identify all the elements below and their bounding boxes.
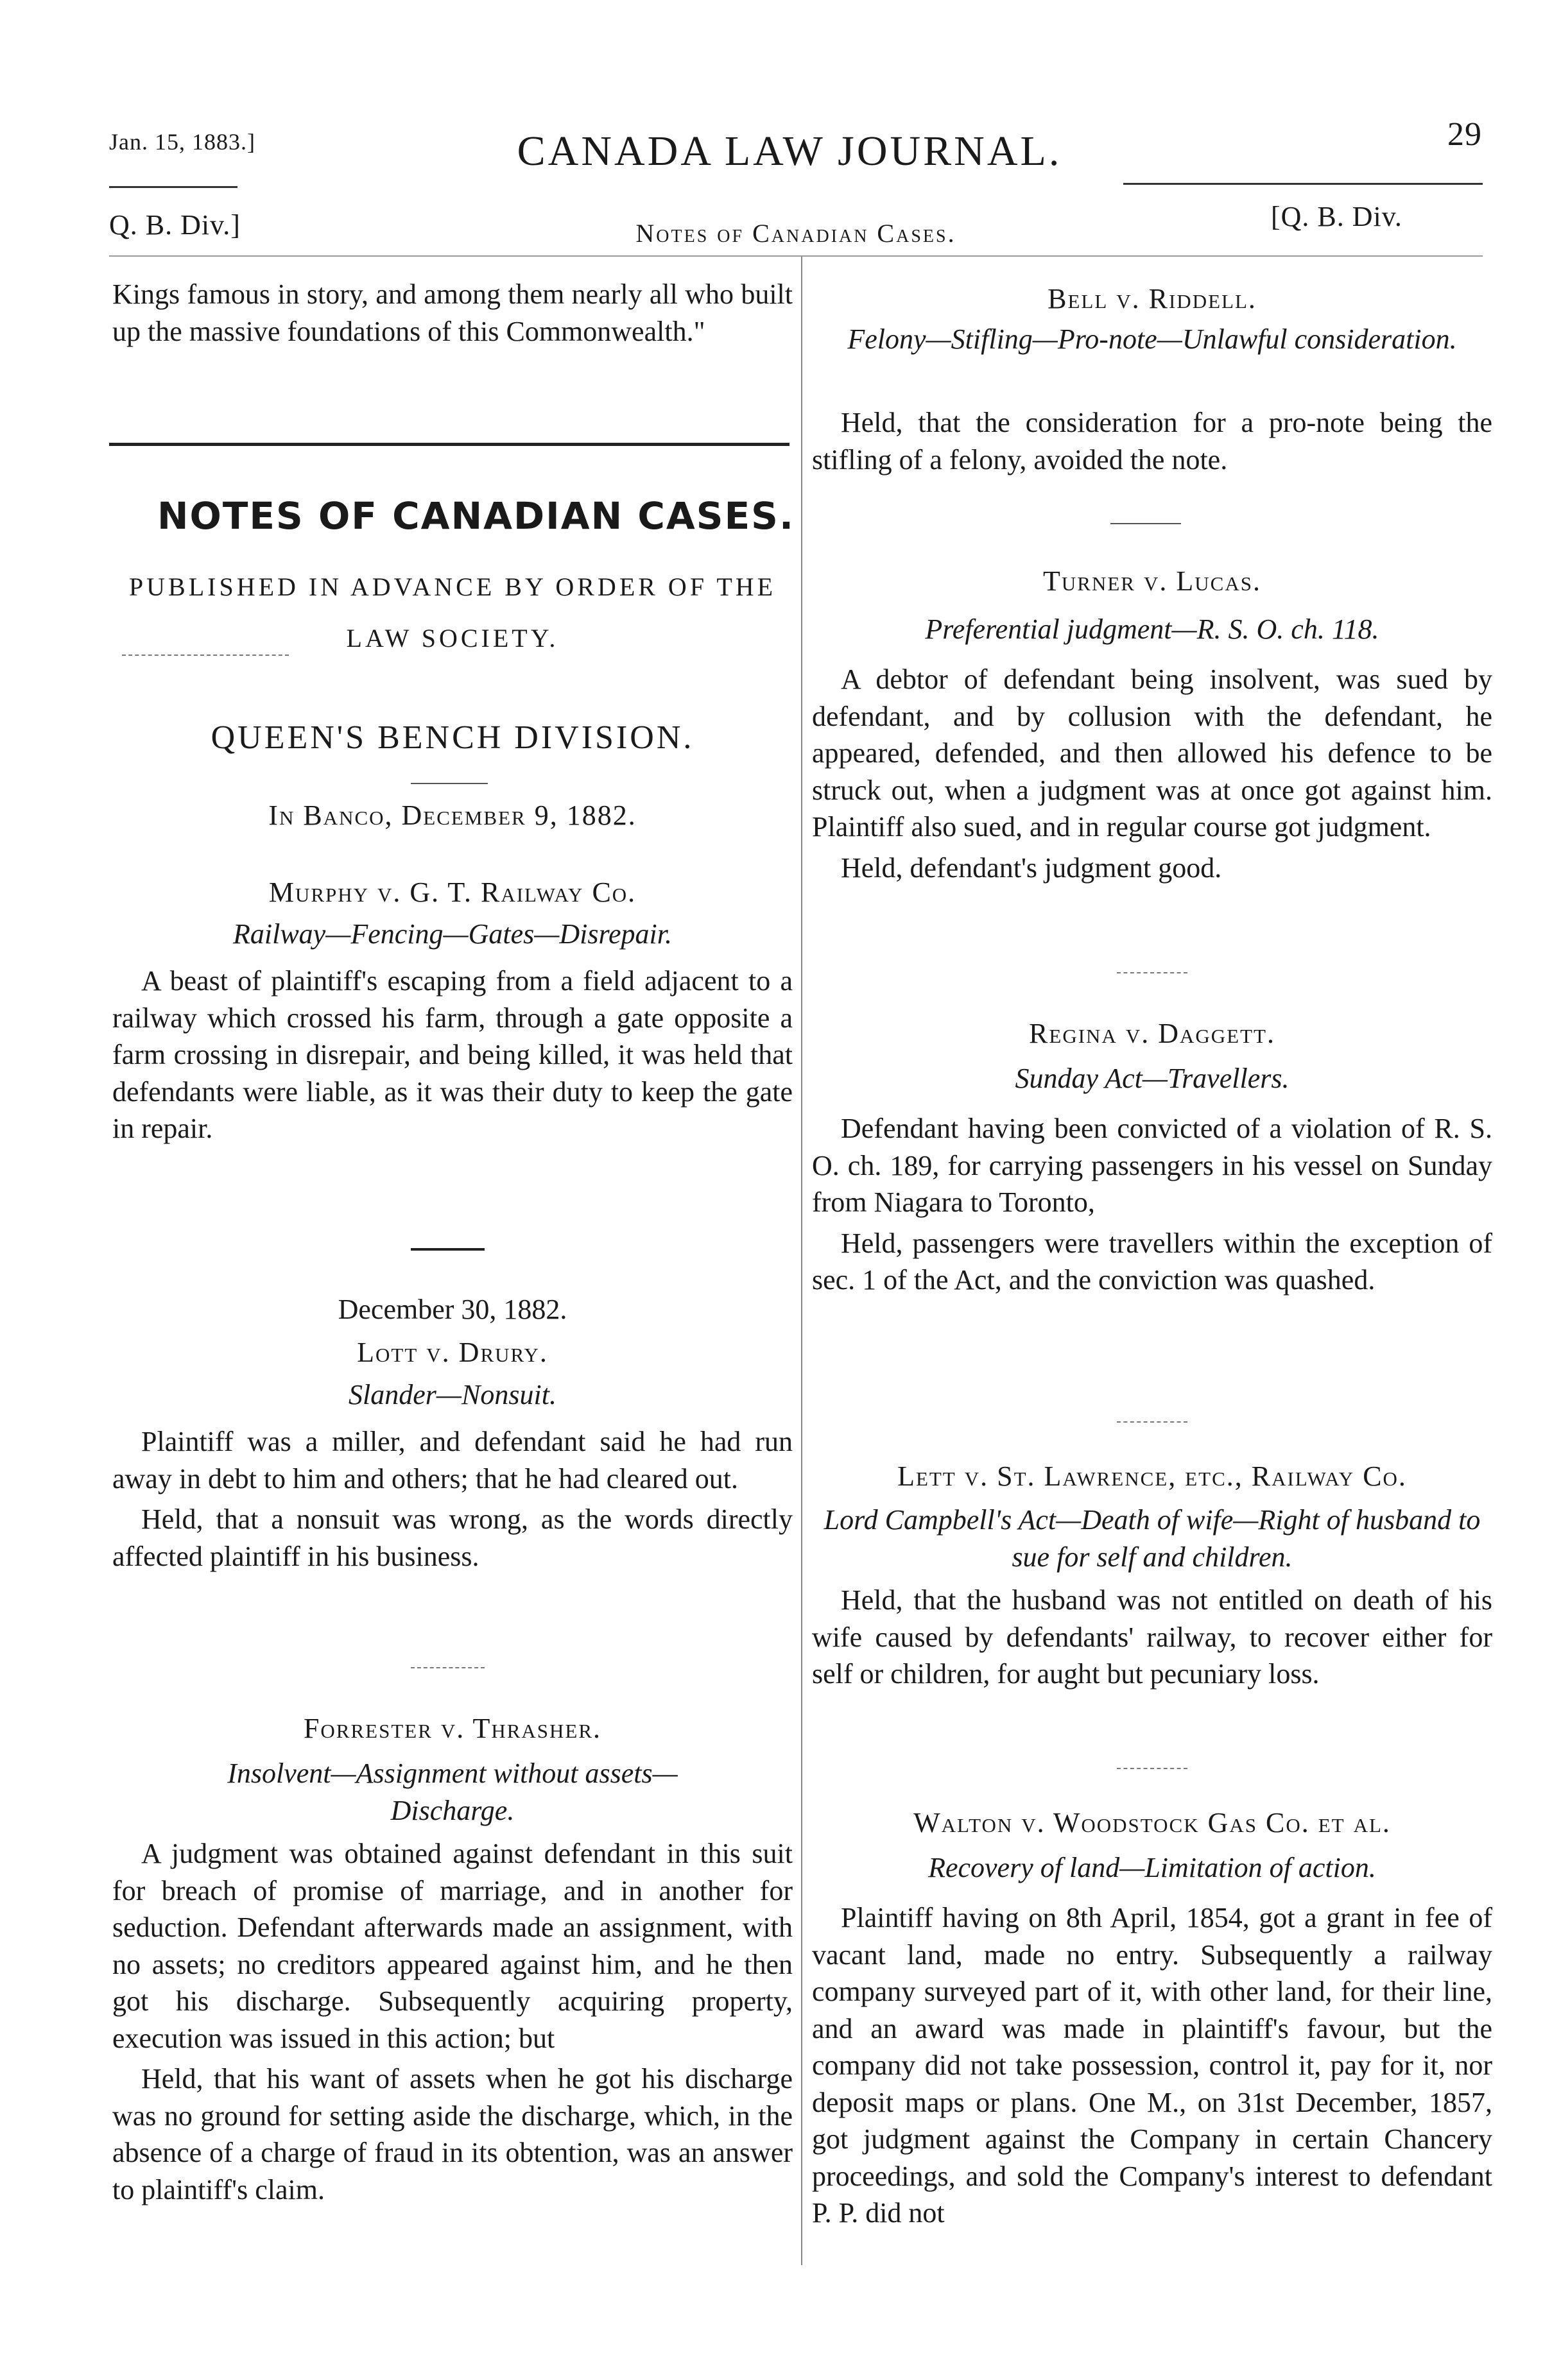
case-paragraph: Defendant having been convicted of a violation of R. S. O. ch. 189, for carrying passengers in his vessel on Sunday from Niagara to Toronto, xyxy=(812,1113,1492,1218)
case-paragraph: Plaintiff having on 8th April, 1854, got a grant in fee of vacant land, made no entry. Subsequently a railway company surveyed part of it, with other land, for their line, and an award was made in plaintiff's favour, but the company did not take possession, control it, pay for it, nor deposit maps or plans. One M., on 31st December, 1857, got judgment against the Company in certain Chancery proceedings, and sold the Company's interest to defendant P. P. did not xyxy=(812,1902,1492,2229)
case-title-regina: Regina v. Daggett. xyxy=(1029,1018,1275,1049)
sitting-line: In Banco, December 9, 1882. xyxy=(268,800,637,831)
header-rule-right xyxy=(1123,183,1483,185)
header-rule-left xyxy=(109,186,237,188)
case-separator xyxy=(411,1667,485,1668)
case-paragraph: A beast of plaintiff's escaping from a field adjacent to a railway which crossed his farm, through a gate opposite a farm crossing in disrepair, and being killed, it was held that defendants were liable, as it was their duty to keep the gate in repair. xyxy=(112,965,793,1144)
header-rule-bottom xyxy=(109,255,1483,257)
case-subject-lett: Lord Campbell's Act—Death of wife—Right of husband to sue for self and children. xyxy=(824,1504,1481,1573)
case-paragraph: Held, that the husband was not entitled on death of his wife caused by defendants' railway, to recover either for self or children, for aught but pecuniary loss. xyxy=(812,1584,1492,1690)
court-rule xyxy=(411,783,488,784)
case-body-regina xyxy=(812,1110,1492,1299)
case-body-forrester xyxy=(112,1835,793,2208)
case-paragraph: A debtor of defendant being insolvent, was sued by defendant, and by collusion with the defendant, he appeared, defended, and then allowed his defence to be struck out, when a judgment was at once got against him. Plaintiff also sued, and in regular course got judgment. xyxy=(812,663,1492,843)
case-separator xyxy=(1117,1421,1187,1423)
left-division: Q. B. Div.] xyxy=(109,209,241,241)
case-paragraph: A judgment was obtained against defendant in this suit for breach of promise of marriage, and in another for seduction. Defendant afterwards made an assignment, with no assets; no creditors appeared against him, and he then got his discharge. Subsequently acquiring property, execution was issued in this action; but xyxy=(112,1838,793,2054)
notes-heading: NOTES OF CANADIAN CASES. xyxy=(157,494,795,538)
case-paragraph: Held, that his want of assets when he got his discharge was no ground for setting aside the discharge, which, in the absence of a charge of fraud in its obtention, was an answer to plaintiff's claim. xyxy=(112,2063,793,2205)
published-rule xyxy=(122,655,289,656)
case-title-murphy: Murphy v. G. T. Railway Co. xyxy=(268,877,637,908)
case-title-walton: Walton v. Woodstock Gas Co. et al. xyxy=(913,1807,1391,1838)
case-separator xyxy=(411,1248,485,1251)
right-division: [Q. B. Div. xyxy=(1271,201,1402,232)
case-title-bell: Bell v. Riddell. xyxy=(1048,283,1257,314)
case-paragraph: Held, defendant's judgment good. xyxy=(841,852,1222,884)
case-separator xyxy=(1117,972,1187,973)
case-body-lott xyxy=(112,1423,793,1575)
case-body-turner xyxy=(812,661,1492,886)
case-date-lott: December 30, 1882. xyxy=(338,1294,567,1325)
case-separator xyxy=(1110,523,1181,524)
page-number: 29 xyxy=(1447,116,1482,153)
case-subject-regina: Sunday Act—Travellers. xyxy=(1015,1063,1289,1094)
case-body-murphy xyxy=(112,963,793,1147)
header-date: Jan. 15, 1883.] xyxy=(109,129,255,155)
case-paragraph: Held, that the consideration for a pro-note being the stifling of a felony, avoided the note. xyxy=(812,407,1492,475)
case-subject-walton: Recovery of land—Limitation of action. xyxy=(928,1852,1376,1883)
case-separator xyxy=(1117,1768,1187,1769)
case-body-walton xyxy=(812,1899,1492,2232)
section-rule xyxy=(109,443,789,446)
case-body-lett xyxy=(812,1582,1492,1693)
case-title-lett: Lett v. St. Lawrence, etc., Railway Co. xyxy=(897,1460,1407,1492)
case-body-bell xyxy=(812,404,1492,478)
published-note: PUBLISHED IN ADVANCE BY ORDER OF THE LAW SOCIETY. xyxy=(128,572,777,653)
case-subject-bell: Felony—Stifling—Pro-note—Unlawful consideration. xyxy=(847,323,1457,355)
section-running-title: Notes of Canadian Cases. xyxy=(635,219,956,248)
journal-title: CANADA LAW JOURNAL. xyxy=(517,128,1062,175)
case-paragraph: Held, passengers were travellers within the exception of sec. 1 of the Act, and the conviction was quashed. xyxy=(812,1227,1492,1296)
case-subject-murphy: Railway—Fencing—Gates—Disrepair. xyxy=(233,918,672,950)
case-subject-forrester: Insolvent—Assignment without assets—Discharge. xyxy=(227,1758,678,1826)
case-subject-lott: Slander—Nonsuit. xyxy=(349,1379,556,1410)
case-paragraph: Plaintiff was a miller, and defendant said he had run away in debt to him and others; that he had cleared out. xyxy=(112,1426,793,1494)
case-title-lott: Lott v. Drury. xyxy=(357,1337,548,1368)
court-heading: QUEEN'S BENCH DIVISION. xyxy=(211,719,694,756)
case-subject-turner: Preferential judgment—R. S. O. ch. 118. xyxy=(925,613,1379,645)
left-column xyxy=(112,276,793,350)
case-paragraph: Held, that a nonsuit was wrong, as the words directly affected plaintiff in his business. xyxy=(112,1503,793,1572)
column-divider xyxy=(801,257,802,2265)
case-title-turner: Turner v. Lucas. xyxy=(1043,565,1261,597)
intro-paragraph: Kings famous in story, and among them nearly all who built up the massive foundations of this Commonwealth." xyxy=(112,278,793,347)
case-title-forrester: Forrester v. Thrasher. xyxy=(303,1713,602,1744)
